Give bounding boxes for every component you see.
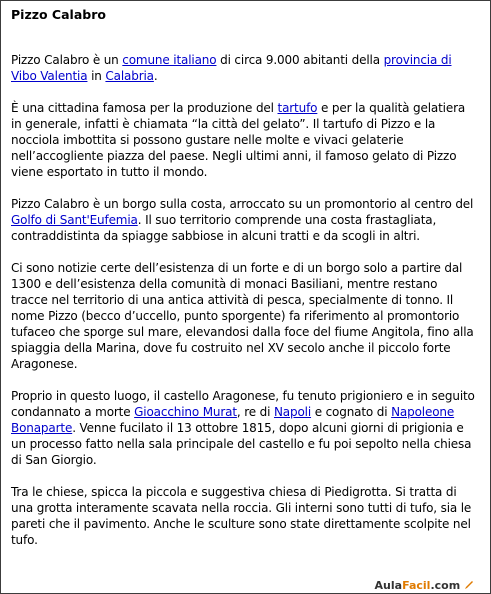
brand-text-facil: Facil [402,579,431,592]
text: , re di [236,405,274,419]
text: . Venne fucilato il 13 ottobre 1815, dopo alcuni giorni di prigionia e un processo fatto nella sala principale del castello e fu poi sepolto nella chiesa di San Giorgio. [11,421,472,467]
text: È una cittadina famosa per la produzione del [11,101,278,115]
text: Proprio in questo luogo, il castello Aragonese, fu tenuto prigioniero e in seguito condannato a morte [11,389,475,419]
link-gioacchino-murat[interactable]: Gioacchino Murat [134,405,237,419]
paragraph-churches: Tra le chiese, spicca la piccola e suggestiva chiesa di Piedigrotta. Si tratta di una grotta interamente scavata nella roccia. Gli interni sono tutti di tufo, sia le pareti che il pavimento. Anche le sculture sono state direttamente scolpite nel tufo. [11,485,472,547]
article-body [11,52,477,564]
text: Pizzo Calabro è un [11,53,123,67]
link-provincia-vibo-valentia[interactable]: provincia di Vibo Valentia [11,53,452,83]
text: in [87,69,106,83]
text: e per la qualità gelatiera in generale, infatti è chiamata “la città del gelato”. Il tartufo di Pizzo e la nocciola imbottita si possono gustare nelle molte e vivaci gelaterie nell’accogliente piazza del paese. Negli ultimi anni, il famoso gelato di Pizzo viene esportato in tutto il mondo. [11,101,466,179]
brand-text-aula: Aula [374,579,403,592]
text: di circa 9.000 abitanti della [216,53,384,67]
text: Pizzo Calabro è un borgo sulla costa, arroccato su un promontorio al centro del [11,197,474,211]
link-napoli[interactable]: Napoli [273,405,312,419]
link-calabria[interactable]: Calabria [105,69,154,83]
link-tartufo[interactable]: tartufo [277,101,318,115]
text: e cognato di [311,405,392,419]
paragraph-castle [11,388,477,468]
paragraph-intro [11,52,477,84]
paragraph-gelato [11,100,477,180]
text: . [153,69,158,83]
link-napoleone-bonaparte[interactable]: Napoleone Bonaparte [11,405,455,435]
brand-text-com: .com [430,579,461,592]
page-title: Pizzo Calabro [11,7,106,22]
brand-logo [375,579,474,592]
link-golfo-sant-eufemia[interactable]: Golfo di Sant'Eufemia [11,213,138,227]
text: . Il suo territorio comprende una costa frastagliata, contraddistinta da spiagge sabbiose in alcuni tratti e da scogli in altri. [11,213,437,243]
link-comune-italiano[interactable]: comune italiano [122,53,217,67]
pen-icon [464,580,474,590]
paragraph-history: Ci sono notizie certe dell’esistenza di un forte e di un borgo solo a partire dal 1300 e dell’esistenza della comunità di monaci Basiliani, mentre restano tracce nel territorio di una antica attività di pesca, specialmente di tonno. Il nome Pizzo (becco d’uccello, punto sporgente) fa riferimento al promontorio tufaceo che sporge sul mare, elevandosi dalla foce del fiume Angitola, fino alla spiaggia della Marina, dove fu costruito nel XV secolo anche il piccolo forte Aragonese. [11,261,474,371]
paragraph-coast [11,196,477,244]
